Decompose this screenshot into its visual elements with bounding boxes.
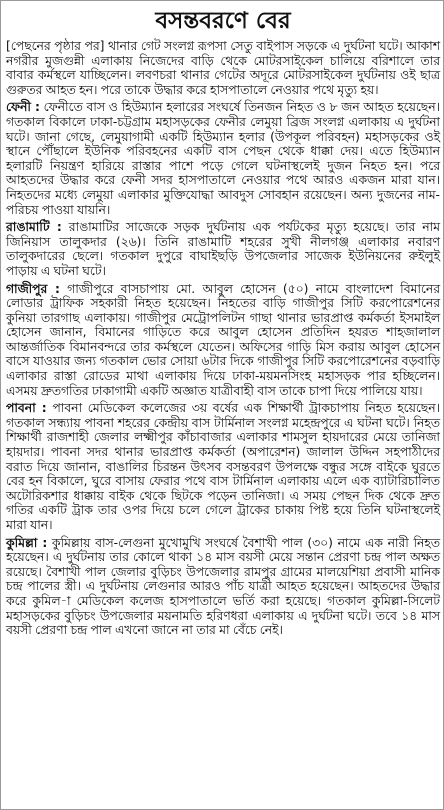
paragraph-feni (6, 100, 440, 217)
dateline-gazipur: গাজীপুর : (6, 281, 60, 296)
paragraph-intro-text: [পেছনের পৃষ্ঠার পর] থানার গেট সংলগ্ন রূপসা সেতু বাইপাস সড়কে এ দুর্ঘটনা ঘটে। আকাশ নগরীর মুজগুন্নী এলাকায় নিজেদের বাড়ি থেকে মোটরসাইকেল চালিয়ে বরিশালে তার বাবার কর্মস্থলে যাচ্ছিলেন। লবণচরা থানার গেটের অদূরে মোটরসাইকেল দুর্ঘটনায় ওই ছাত্র গুরুতর আহত হন। পরে তাকে উদ্ধার করে হাসপাতালে নেওয়ার পথে মৃত্যু হয়। (6, 39, 440, 97)
paragraph-feni-text: ফেনীতে বাস ও হিউম্যান হলারের সংঘর্ষে তিনজন নিহত ও ৮ জন আহত হয়েছেন। গতকাল বিকালে ঢাকা-চট্টগ্রাম মহাসড়কের ফেনীর লেমুয়া ব্রিজ সংলগ্ন এলাকায় এ দুর্ঘটনা ঘটে। জানা গেছে, লেমুয়াগামী একটি হিউম্যান হলার (উপকূল পরিবহন) মহাসড়কের ওই স্থানে পৌঁছালে ইউনিক পরিবহনের একটি বাস পেছন থেকে ধাক্কা দেয়। এতে হিউম্যান হলারটি নিয়ন্ত্রণ হারিয়ে রাস্তার পাশে পড়ে গেলে ঘটনাস্থলেই দুজন নিহত হন। পরে আহতদের উদ্ধার করে ফেনী সদর হাসপাতালে নেওয়ার পথে আরও একজন মারা যান। নিহতদের মধ্যে লেমুয়া এলাকার মুক্তিযোদ্ধা আবদুস সোবহান রয়েছেন। অন্য দুজনের নাম-পরিচয় পাওয়া যায়নি। (6, 100, 440, 217)
paragraph-pabna (6, 401, 440, 532)
article-headline: বসন্তবরণে বের (155, 7, 291, 34)
paragraph-rangamati (6, 220, 440, 278)
paragraph-cumilla (6, 536, 440, 638)
dateline-rangamati: রাঙামাটি : (6, 220, 62, 235)
paragraph-pabna-text: পাবনা মেডিকেল কলেজের ৩য় বর্ষের এক শিক্ষার্থী ট্রাকচাপায় নিহত হয়েছেন। গতকাল সন্ধ্যায় পাবনা শহরের কেন্দ্রীয় বাস টার্মিনাল সংলগ্ন মহেন্দ্রপুরে এ ঘটনা ঘটে। নিহত শিক্ষার্থী রাজশাহী জেলার লক্ষ্মীপুর কাঁচাবাজার এলাকার শামসুল হায়দারের মেয়ে তানিজা হায়দার। পাবনা সদর থানার ভারপ্রাপ্ত কর্মকর্তা (অপারেশন) জালাল উদ্দিন সহপাঠীদের বরাত দিয়ে জানান, বাঙালির চিরন্তন উৎসব বসন্তবরণ উপলক্ষে বন্ধুর সঙ্গে বাইকে ঘুরতে বের হন বিকালে, ঘুরে বাসায় ফেরার পথে বাস টার্মিনাল এলাকায় এলে এক ব্যাটারিচালিত অটোরিকশার ধাক্কায় বাইক থেকে ছিটকে পড়েন তানিজা। এ সময় পেছন দিক থেকে দ্রুত গতির একটি ট্রাক তার ওপর দিয়ে চলে গেলে ট্রাকের চাকায় পিষ্ট হয়ে তিনি ঘটনাস্থলেই মারা যান। (6, 401, 440, 532)
paragraph-gazipur (6, 282, 440, 399)
paragraph-rangamati-text: রাঙামাটির সাজেকে সড়ক দুর্ঘটনায় এক পর্যটকের মৃত্যু হয়েছে। তার নাম জিনিয়াস তালুকদার (২৬)। তিনি রাঙামাটি শহরের সুখী নীলগঞ্জ এলাকার নবারণ তালুকদারের ছেলে। গতকাল দুপুরে বাঘাইছড়ি উপজেলার সাজেক ইউনিয়নের রুইলুই পাড়ায় এ ঘটনা ঘটে। (6, 220, 440, 278)
paragraph-gazipur-text: গাজীপুরে বাসচাপায় মো. আবুল হোসেন (৫০) নামে বাংলাদেশ বিমানের লোডার ট্রাফিক সহকারী নিহত হয়েছেন। নিহতের বাড়ি গাজীপুর সিটি করপোরেশনের কুনিয়া তারগাছ এলাকায়। গাজীপুর মেট্রোপলিটন গাছা থানার ভারপ্রাপ্ত কর্মকর্তা ইসমাইল হোসেন জানান, বিমানের গাড়িতে করে আবুল হোসেন প্রতিদিন হযরত শাহজালাল আন্তর্জাতিক বিমানবন্দরে তার কর্মস্থলে যেতেন। অফিসের গাড়ি মিস করায় আবুল হোসেন বাসে যাওয়ার জন্য গতকাল ভোর সোয়া ৬টার দিকে গাজীপুর সিটি করপোরেশনের বড়বাড়ি এলাকার রাস্তা রোডের মাথা এলাকায় দিয়ে ঢাকা-ময়মনসিংহ মহাসড়ক পার হচ্ছিলেন। এসময় দ্রুতগতির ঢাকাগামী একটি অজ্ঞাত যাত্রীবাহী বাস তাকে চাপা দিয়ে পালিয়ে যায়। (6, 281, 440, 398)
dateline-feni: ফেনী : (6, 100, 40, 115)
dateline-pabna: পাবনা : (6, 401, 47, 416)
dateline-cumilla: কুমিল্লা : (6, 535, 48, 550)
paragraph-intro (6, 39, 440, 97)
paragraph-cumilla-text: কুমিল্লায় বাস-লেগুনা মুখোমুখি সংঘর্ষে বৈশাখী পাল (৩০) নামে এক নারী নিহত হয়েছেন। এ দুর্ঘটনায় তার কোলে থাকা ১৪ মাস বয়সী মেয়ে সন্তান প্রেরণা চন্দ্র পাল অক্ষত রয়েছে। বৈশাখী পাল জেলার বুড়িচং উপজেলার রামপুর গ্রামের মালয়েশিয়া প্রবাসী মানিক চন্দ্র পালের স্ত্রী। এ দুর্ঘটনায় লেগুনার আরও পাঁচ যাত্রী আহত হয়েছেন। আহতদের উদ্ধার করে কুমিল-া মেডিকেল কলেজ হাসপাতালে ভর্তি করা হয়েছে। গতকাল কুমিল্লা-সিলেট মহাসড়কের বুড়িচং উপজেলার ময়নামতি হরিণধরা এলাকায় এ দুর্ঘটনা ঘটে। তবে ১৪ মাস বয়সী প্রেরণা চন্দ্র পাল এখনো জানে না তার মা বেঁচে নেই। (6, 535, 440, 638)
article-body (6, 39, 440, 641)
